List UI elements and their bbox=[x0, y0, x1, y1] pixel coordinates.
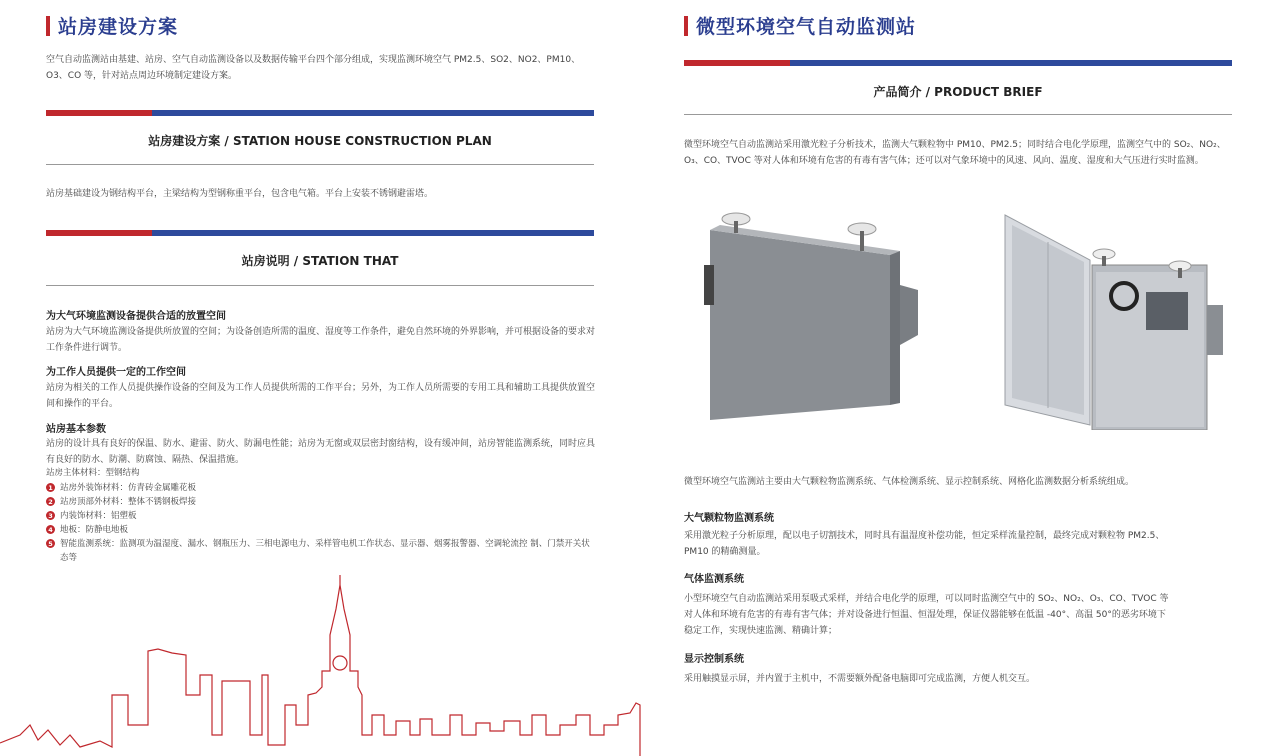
section-divider bbox=[46, 285, 594, 286]
title-marker bbox=[46, 16, 50, 36]
list-item: 2 站房顶部外材料：整体不锈钢板焊接 bbox=[46, 495, 591, 509]
item-number-badge: 2 bbox=[46, 497, 55, 506]
system-text: 微型环境空气监测站主要由大气颗粒物监测系统、气体检测系统、显示控制系统、网格化监测数据分析系统组成。 bbox=[684, 477, 1135, 487]
item-number-badge: 1 bbox=[46, 483, 55, 492]
left-intro: 空气自动监测站由基建、站房、空气自动监测设备以及数据传输平台四个部分组成，实现监测环境空气 PM2.5、SO2、NO2、PM10、O3、CO 等，针对站点周边环境制定建设方案。 bbox=[46, 55, 581, 81]
sys1-title: 大气颗粒物监测系统 bbox=[684, 513, 774, 524]
sub2-title: 为工作人员提供一定的工作空间 bbox=[46, 367, 186, 378]
sub3-text: 站房的设计具有良好的保温、防水、避雷、防火、防漏电性能；站房为无窗或双层密封窗结构，设有缓冲间，站房智能监测系统，同时应具有良好的防水、防潮、防腐蚀、隔热、保温措施。 bbox=[46, 439, 596, 465]
item-number-badge: 3 bbox=[46, 511, 55, 520]
left-page-title bbox=[46, 12, 178, 39]
section-bar bbox=[46, 230, 594, 236]
brief-title: 产品简介 / PRODUCT BRIEF bbox=[873, 85, 1043, 99]
section-bar bbox=[684, 60, 1232, 66]
section1-text: 站房基础建设为钢结构平台，主梁结构为型钢称重平台，包含电气箱。平台上安装不锈钢避雷塔。 bbox=[46, 189, 434, 199]
brief-text: 微型环境空气自动监测站采用激光粒子分析技术，监测大气颗粒物中 PM10、PM2.5；同时结合电化学原理，监测空气中的 SO₂、NO₂、O₃、CO、TVOC 等对人体和环境有危害的有毒有害气体；还可以对气象环境中的风速、风向、温度、湿度和大气压进行实时监测。 bbox=[684, 140, 1226, 166]
item-number-badge: 4 bbox=[46, 525, 55, 534]
product-image-closed bbox=[690, 205, 920, 425]
section-divider bbox=[684, 114, 1232, 115]
list-item: 5 智能监测系统：监测项为温湿度、漏水、钢瓶压力、三相电源电力、采样管电机工作状态、显示器、烟雾报警器、空调轮流控 制、门禁开关状态等 bbox=[46, 537, 591, 565]
section-bar bbox=[46, 110, 594, 116]
list-item: 4 地板：防静电地板 bbox=[46, 523, 591, 537]
right-page-title bbox=[684, 12, 916, 39]
material-list bbox=[46, 481, 591, 565]
list-item: 3 内装饰材料：铝塑板 bbox=[46, 509, 591, 523]
section2-title: 站房说明 / STATION THAT bbox=[241, 254, 399, 268]
sub1-title: 为大气环境监测设备提供合适的放置空间 bbox=[46, 311, 226, 322]
section-divider bbox=[46, 164, 594, 165]
item-number-badge: 5 bbox=[46, 539, 55, 548]
title-marker bbox=[684, 16, 688, 36]
sub3-title: 站房基本参数 bbox=[46, 424, 106, 435]
material-line: 站房主体材料：型钢结构 bbox=[46, 468, 140, 478]
left-title-text: 站房建设方案 bbox=[58, 16, 179, 38]
right-title-text: 微型环境空气自动监测站 bbox=[696, 16, 917, 38]
sys3-title: 显示控制系统 bbox=[684, 654, 744, 665]
section1-title: 站房建设方案 / STATION HOUSE CONSTRUCTION PLAN bbox=[148, 134, 492, 148]
skyline-illustration bbox=[0, 575, 645, 756]
sys1-text: 采用激光粒子分析原理，配以电子切割技术，同时具有温湿度补偿功能，恒定采样流量控制，最终完成对颗粒物 PM2.5、PM10 的精确测量。 bbox=[684, 531, 1165, 557]
product-image-open bbox=[1000, 210, 1225, 430]
list-item: 1 站房外装饰材料：仿青砖金属雕花板 bbox=[46, 481, 591, 495]
sys2-text: 小型环境空气自动监测站采用泵吸式采样，并结合电化学的原理，可以同时监测空气中的 SO₂、NO₂、O₃、CO、TVOC 等对人体和环境有危害的有毒有害气体；并对设备进行恒温、恒湿处理，保证仪器能够在低温 -40°、高温 50°的恶劣环境下稳定工作，实现快速监测、精确计算； bbox=[684, 594, 1169, 636]
sub1-text: 站房为大气环境监测设备提供所放置的空间；为设备创造所需的温度、湿度等工作条件，避免自然环境的外界影响，并可根据设备的要求对工作条件进行调节。 bbox=[46, 327, 596, 353]
sys3-text: 采用触摸显示屏，并内置于主机中，不需要额外配备电脑即可完成监测，方便人机交互。 bbox=[684, 674, 1036, 684]
sys2-title: 气体监测系统 bbox=[684, 574, 744, 585]
sub2-text: 站房为相关的工作人员提供操作设备的空间及为工作人员提供所需的工作平台；另外，为工作人员所需要的专用工具和辅助工具提供放置空间和操作的平台。 bbox=[46, 383, 596, 409]
